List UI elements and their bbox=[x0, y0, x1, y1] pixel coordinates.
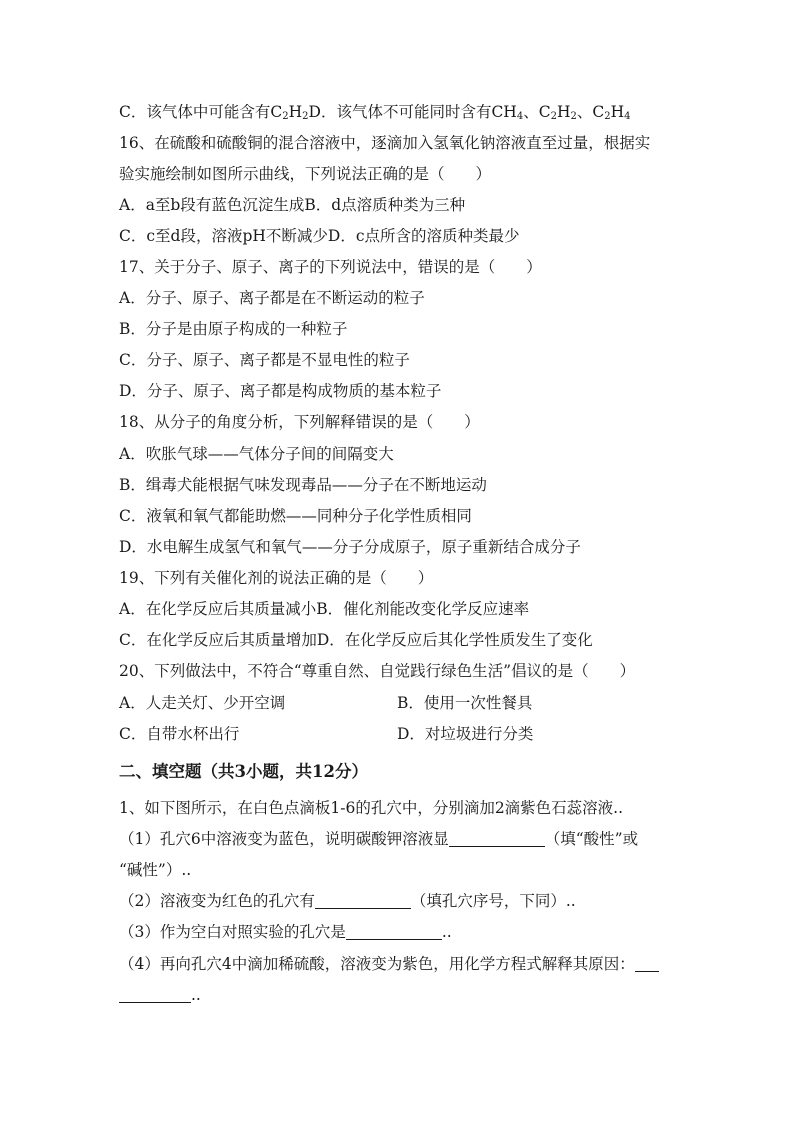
q16-option-cd: C．c至d段，溶液pH不断减少D．c点所含的溶质种类最少 bbox=[119, 227, 520, 245]
q20-stem: 20、下列做法中，不符合“尊重自然、自觉践行绿色生活”倡议的是（ ） bbox=[119, 662, 636, 680]
subscript: 2 bbox=[550, 111, 557, 122]
q16-stem-line1: 16、在硫酸和硫酸铜的混合溶液中，逐滴加入氢氧化钠溶液直至过量，根据实 bbox=[119, 134, 651, 152]
q19-stem: 19、下列有关催化剂的说法正确的是（ ） bbox=[119, 569, 434, 587]
q15-text: C．该气体中可能含有C bbox=[119, 103, 283, 121]
q17-option-d: D．分子、原子、离子都是构成物质的基本粒子 bbox=[119, 382, 442, 400]
fill1-part1-line2: “碱性”）.. bbox=[119, 861, 192, 879]
answer-blank[interactable] bbox=[635, 955, 659, 972]
q19-option-cd: C．在化学反应后其质量增加D．在化学反应后其化学性质发生了变化 bbox=[119, 631, 593, 649]
q19-option-ab: A．在化学反应后其质量减小B．催化剂能改变化学反应速率 bbox=[119, 600, 530, 618]
fill1-part4 bbox=[119, 954, 659, 974]
q17-stem: 17、关于分子、原子、离子的下列说法中，错误的是（ ） bbox=[119, 258, 542, 276]
fill1-part2-text: （填孔穴序号，下同）.. bbox=[410, 892, 576, 910]
q15-option-cd bbox=[119, 102, 631, 122]
subscript: 2 bbox=[604, 111, 611, 122]
q18-option-b: B．缉毒犬能根据气味发现毒品——分子在不断地运动 bbox=[119, 476, 487, 494]
q18-option-c: C．液氧和氧气都能助燃——同种分子化学性质相同 bbox=[119, 507, 472, 525]
q17-option-a: A．分子、原子、离子都是在不断运动的粒子 bbox=[119, 289, 425, 307]
q20-option-c: C．自带水杯出行 bbox=[119, 725, 240, 743]
fill1-part1-text: （填“酸性”或 bbox=[544, 830, 639, 848]
answer-blank[interactable] bbox=[346, 923, 442, 940]
subscript: 4 bbox=[624, 111, 631, 122]
subscript: 4 bbox=[516, 111, 524, 122]
q15-text: 、C bbox=[576, 103, 605, 121]
fill1-part2 bbox=[119, 891, 576, 911]
q15-text: H bbox=[556, 103, 571, 121]
fill1-part1 bbox=[119, 829, 638, 849]
q18-stem: 18、从分子的角度分析，下列解释错误的是（ ） bbox=[119, 413, 480, 431]
fill1-stem: 1、如下图所示，在白色点滴板1-6的孔穴中，分别滴加2滴紫色石蕊溶液.. bbox=[119, 799, 624, 817]
q20-option-b: B．使用一次性餐具 bbox=[397, 694, 533, 712]
fill1-part3-text: （3）作为空白对照实验的孔穴是 bbox=[119, 923, 346, 941]
q15-text: H bbox=[288, 103, 303, 121]
q18-option-d: D．水电解生成氢气和氧气——分子分成原子，原子重新结合成分子 bbox=[119, 538, 581, 556]
subscript: 2 bbox=[302, 111, 309, 122]
q20-option-d: D．对垃圾进行分类 bbox=[397, 725, 534, 743]
section-heading: 二、填空题（共3小题，共12分） bbox=[119, 762, 368, 781]
answer-blank[interactable] bbox=[449, 830, 545, 847]
fill1-part1-text: （1）孔穴6中溶液变为蓝色，说明碳酸钾溶液显 bbox=[119, 830, 449, 848]
answer-blank[interactable] bbox=[315, 892, 411, 909]
fill1-part4-text: .. bbox=[191, 986, 201, 1004]
fill1-part4-text: （4）再向孔穴4中滴加稀硫酸，溶液变为紫色，用化学方程式解释其原因： bbox=[119, 955, 635, 973]
fill1-part3-text: .. bbox=[441, 923, 452, 941]
subscript: 2 bbox=[570, 111, 577, 122]
q15-text: 、C bbox=[523, 103, 551, 121]
fill1-part3 bbox=[119, 922, 452, 942]
q17-option-c: C．分子、原子、离子都是不显电性的粒子 bbox=[119, 351, 410, 369]
q15-text: H bbox=[610, 103, 625, 121]
fill1-part4-line2 bbox=[119, 985, 201, 1005]
q20-option-a: A．人走关灯、少开空调 bbox=[119, 694, 286, 712]
q18-option-a: A．吹胀气球——气体分子间的间隔变大 bbox=[119, 445, 394, 463]
q17-option-b: B．分子是由原子构成的一种粒子 bbox=[119, 320, 348, 338]
q15-text: D．该气体不可能同时含有CH bbox=[308, 103, 517, 121]
q16-option-ab: A．a至b段有蓝色沉淀生成B．d点溶质种类为三种 bbox=[119, 196, 466, 214]
fill1-part2-text: （2）溶液变为红色的孔穴有 bbox=[119, 892, 315, 910]
answer-blank[interactable] bbox=[119, 986, 191, 1003]
q16-stem-line2: 验实施绘制如图所示曲线，下列说法正确的是（ ） bbox=[119, 165, 492, 183]
subscript: 2 bbox=[282, 111, 289, 122]
